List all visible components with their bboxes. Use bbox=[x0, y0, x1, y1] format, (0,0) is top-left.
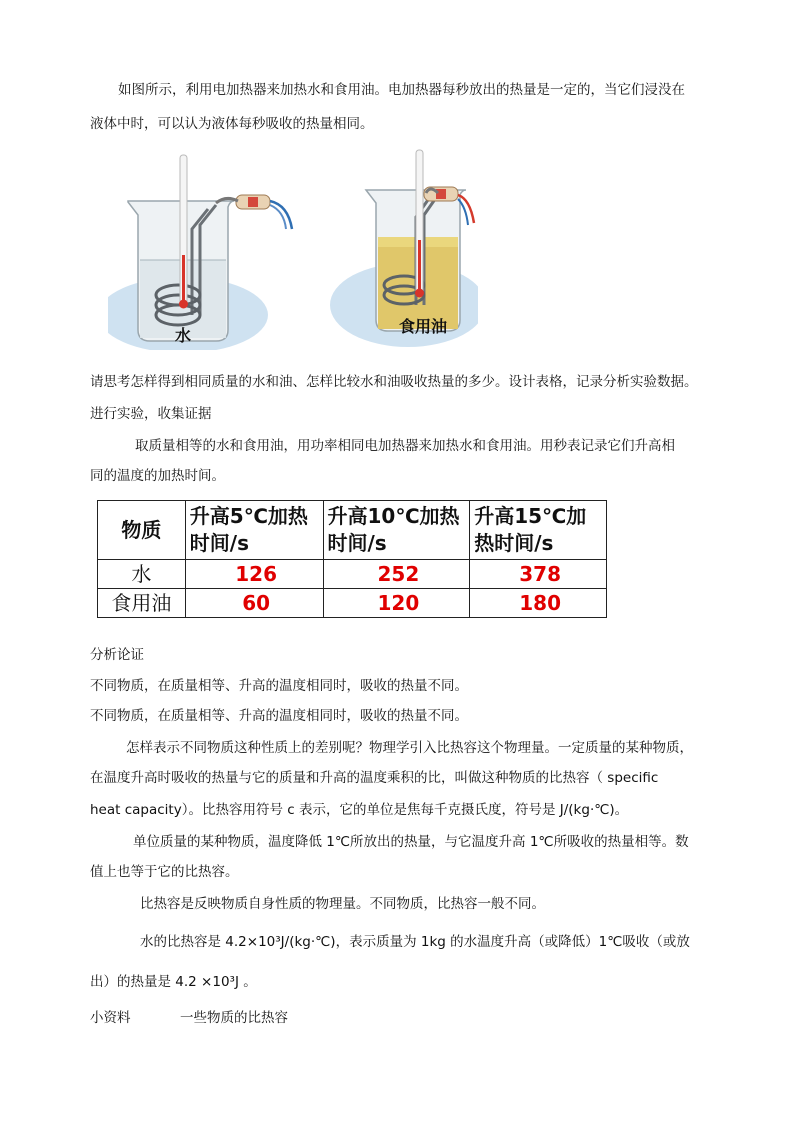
heating-time-table bbox=[97, 500, 607, 618]
row-substance: 食用油 bbox=[98, 589, 186, 618]
unit-mass-line-1: 单位质量的某种物质，温度降低 1℃所放出的热量，与它温度升高 1℃所吸收的热量相等。数 bbox=[133, 834, 689, 850]
unit-mass-line-2: 值上也等于它的比热容。 bbox=[90, 864, 239, 880]
procedure-line-1: 取质量相等的水和食用油，用功率相同电加热器来加热水和食用油。用秒表记录它们升高相 bbox=[135, 438, 675, 454]
definition-line-1: 怎样表示不同物质这种性质上的差别呢？物理学引入比热容这个物理量。一定质量的某种物质， bbox=[126, 740, 693, 756]
table-row bbox=[98, 560, 607, 589]
row-value: 378 bbox=[470, 560, 607, 589]
row-value: 126 bbox=[185, 560, 323, 589]
table-header-row bbox=[98, 501, 607, 560]
header-substance: 物质 bbox=[98, 501, 186, 560]
analysis-heading: 分析论证 bbox=[90, 647, 144, 663]
water-specific-heat-line-2: 出）的热量是 4.2 ×10³J 。 bbox=[90, 974, 257, 990]
header-5c: 升高5℃加热 时间/s bbox=[185, 501, 323, 560]
table-row bbox=[98, 589, 607, 618]
header-15c: 升高15℃加 热时间/s bbox=[470, 501, 607, 560]
water-beaker-illustration bbox=[108, 155, 292, 350]
procedure-line-2: 同的温度的加热时间。 bbox=[90, 468, 225, 484]
row-value: 60 bbox=[185, 589, 323, 618]
experiment-heading: 进行实验，收集证据 bbox=[90, 406, 212, 422]
water-label: 水 bbox=[174, 326, 192, 345]
intro-line-2: 液体中时，可以认为液体每秒吸收的热量相同。 bbox=[90, 116, 374, 132]
conclusion-2: 不同物质，在质量相等、升高的温度相同时，吸收的热量不同。 bbox=[90, 708, 468, 724]
water-specific-heat-line-1: 水的比热容是 4.2×10³J/(kg·℃)，表示质量为 1kg 的水温度升高（或降低）1℃吸收（或放 bbox=[140, 934, 690, 950]
oil-label: 食用油 bbox=[398, 317, 448, 336]
row-value: 180 bbox=[470, 589, 607, 618]
property-statement: 比热容是反映物质自身性质的物理量。不同物质，比热容一般不同。 bbox=[140, 896, 545, 912]
definition-line-3: heat capacity）。比热容用符号 c 表示，它的单位是焦每千克摄氏度，符号是 J/(kg·℃)。 bbox=[90, 802, 629, 818]
row-value: 120 bbox=[323, 589, 470, 618]
definition-line-2: 在温度升高时吸收的热量与它的质量和升高的温度乘积的比，叫做这种物质的比热容（ specific bbox=[90, 770, 659, 786]
intro-line-1: 如图所示，利用电加热器来加热水和食用油。电加热器每秒放出的热量是一定的，当它们浸没在 bbox=[118, 82, 685, 98]
think-prompt: 请思考怎样得到相同质量的水和油、怎样比较水和油吸收热量的多少。设计表格，记录分析实验数据。 bbox=[90, 374, 698, 390]
conclusion-1: 不同物质，在质量相等、升高的温度相同时，吸收的热量不同。 bbox=[90, 678, 468, 694]
data-title: 一些物质的比热容 bbox=[180, 1010, 288, 1026]
experiment-figure bbox=[108, 145, 478, 350]
data-label: 小资料 bbox=[90, 1010, 131, 1026]
header-10c: 升高10℃加热 时间/s bbox=[323, 501, 470, 560]
row-substance: 水 bbox=[98, 560, 186, 589]
row-value: 252 bbox=[323, 560, 470, 589]
